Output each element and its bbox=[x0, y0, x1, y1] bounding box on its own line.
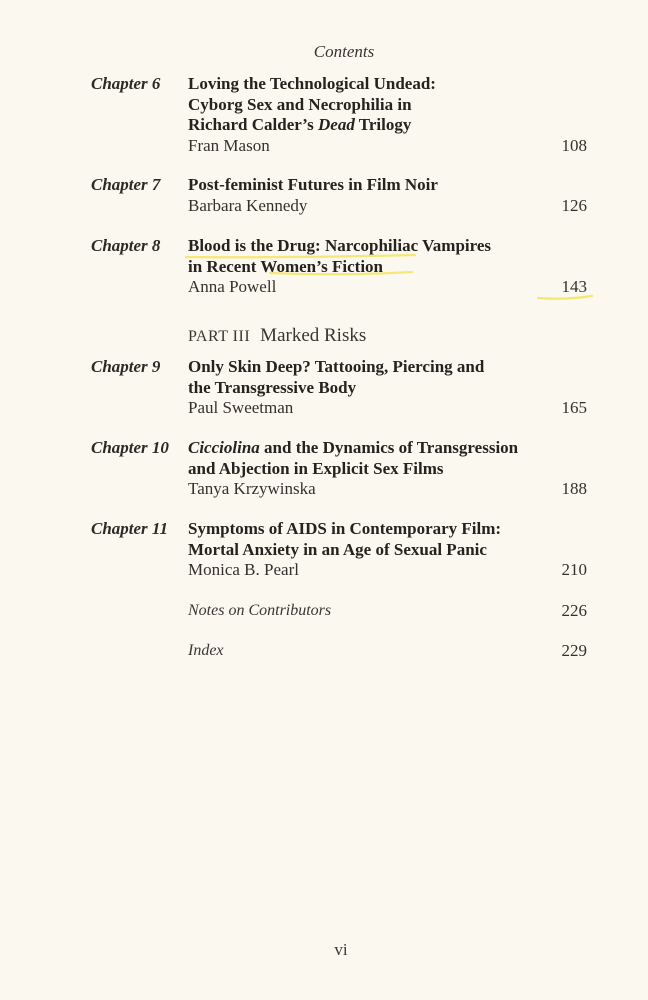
page-number: 108 bbox=[561, 135, 587, 155]
page-number: 126 bbox=[561, 195, 587, 215]
chapter-body bbox=[188, 236, 588, 298]
chapter-title-line: Blood is the Drug: Narcophiliac Vampires bbox=[188, 236, 492, 255]
chapter-label: Chapter 6 bbox=[91, 74, 161, 93]
chapter-title-italic: Dead bbox=[318, 115, 355, 134]
chapter-body bbox=[188, 357, 588, 419]
chapter-title-line: in Recent Women’s Fiction bbox=[188, 256, 384, 276]
chapter-label: Chapter 9 bbox=[91, 357, 161, 376]
chapter-label: Chapter 11 bbox=[91, 519, 168, 538]
chapter-title-line: Symptoms of AIDS in Contemporary Film: bbox=[188, 519, 502, 538]
chapter-author: Barbara Kennedy bbox=[188, 195, 308, 215]
chapter-title-line: Post-feminist Futures in Film Noir bbox=[188, 175, 438, 194]
chapter-title-line: Cyborg Sex and Necrophilia in bbox=[188, 94, 412, 114]
chapter-body bbox=[188, 175, 588, 216]
page-number: 226 bbox=[561, 601, 587, 620]
page-folio: vi bbox=[334, 940, 348, 959]
chapter-author: Paul Sweetman bbox=[188, 398, 294, 417]
chapter-label: Chapter 10 bbox=[91, 438, 169, 457]
chapter-body bbox=[188, 519, 588, 581]
chapter-label: Chapter 7 bbox=[91, 175, 161, 194]
chapter-author: Tanya Krzywinska bbox=[188, 479, 316, 498]
page-number: 143 bbox=[561, 277, 587, 296]
running-head: Contents bbox=[313, 42, 375, 61]
chapter-body bbox=[188, 74, 588, 156]
chapter-author: Fran Mason bbox=[188, 135, 270, 155]
page-number: 210 bbox=[561, 560, 587, 579]
chapter-title-italic: Cicciolina bbox=[188, 438, 260, 457]
index-label: Index bbox=[188, 642, 224, 659]
chapter-title-line bbox=[188, 438, 588, 459]
chapter-title-text: Trilogy bbox=[354, 115, 412, 134]
chapter-title-line: and Abjection in Explicit Sex Films bbox=[188, 458, 444, 478]
part-title: Marked Risks bbox=[260, 325, 367, 346]
chapter-title-text: and the Dynamics of Transgression bbox=[259, 438, 519, 457]
notes-on-contributors-label: Notes on Contributors bbox=[188, 602, 332, 619]
chapter-title-line bbox=[188, 115, 588, 136]
part-heading bbox=[188, 326, 366, 347]
page-number: 229 bbox=[561, 641, 587, 660]
page-number: 165 bbox=[561, 398, 587, 417]
chapter-title-line: Loving the Technological Undead: bbox=[188, 74, 436, 93]
chapter-title-line: the Transgressive Body bbox=[188, 377, 357, 397]
part-number: PART III bbox=[188, 328, 251, 345]
chapter-body bbox=[188, 438, 588, 500]
chapter-author: Monica B. Pearl bbox=[188, 560, 299, 579]
chapter-title-line: Only Skin Deep? Tattooing, Piercing and bbox=[188, 357, 485, 376]
page-number: 188 bbox=[561, 479, 587, 498]
chapter-label: Chapter 8 bbox=[91, 236, 161, 255]
chapter-title-text: Richard Calder’s bbox=[188, 115, 318, 134]
chapter-title-line: Mortal Anxiety in an Age of Sexual Panic bbox=[188, 539, 487, 559]
chapter-author: Anna Powell bbox=[188, 277, 277, 296]
